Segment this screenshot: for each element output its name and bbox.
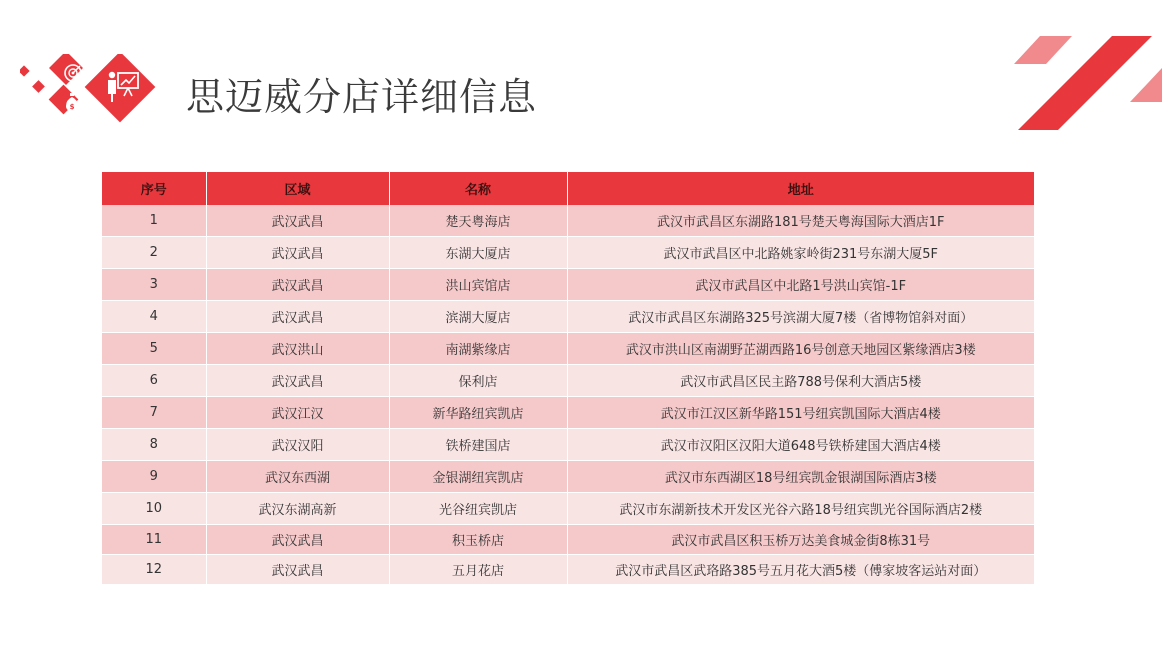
cell-area: 武汉江汉: [206, 397, 389, 429]
cell-index: 11: [102, 525, 206, 555]
header-name: 名称: [389, 172, 567, 205]
cell-address: 武汉市洪山区南湖野芷湖西路16号创意天地园区紫缘酒店3楼: [567, 333, 1034, 365]
cell-address: 武汉市武昌区民主路788号保利大酒店5楼: [567, 365, 1034, 397]
store-table: [102, 172, 1034, 585]
cell-name: 铁桥建国店: [389, 429, 567, 461]
cell-area: 武汉东西湖: [206, 461, 389, 493]
logo-diamonds: [20, 54, 162, 130]
table-row: [102, 205, 1034, 237]
cell-name: 东湖大厦店: [389, 237, 567, 269]
table-row: [102, 555, 1034, 585]
header-index: 序号: [102, 172, 206, 205]
cell-index: 5: [102, 333, 206, 365]
cell-index: 10: [102, 493, 206, 525]
header-area: 区域: [206, 172, 389, 205]
cell-index: 7: [102, 397, 206, 429]
cell-name: 光谷纽宾凯店: [389, 493, 567, 525]
cell-name: 洪山宾馆店: [389, 269, 567, 301]
cell-index: 6: [102, 365, 206, 397]
cell-name: 新华路纽宾凯店: [389, 397, 567, 429]
cell-address: 武汉市汉阳区汉阳大道648号铁桥建国大酒店4楼: [567, 429, 1034, 461]
cell-area: 武汉武昌: [206, 525, 389, 555]
cell-area: 武汉武昌: [206, 301, 389, 333]
cell-address: 武汉市武昌区中北路1号洪山宾馆-1F: [567, 269, 1034, 301]
cell-address: 武汉市武昌区武珞路385号五月花大酒5楼（傅家坡客运站对面）: [567, 555, 1034, 585]
table-row: [102, 429, 1034, 461]
table-row: [102, 461, 1034, 493]
table-row: [102, 333, 1034, 365]
cell-index: 4: [102, 301, 206, 333]
cell-area: 武汉武昌: [206, 205, 389, 237]
cell-area: 武汉武昌: [206, 269, 389, 301]
cell-area: 武汉武昌: [206, 237, 389, 269]
cell-name: 金银湖纽宾凯店: [389, 461, 567, 493]
cell-index: 12: [102, 555, 206, 585]
table-row: [102, 525, 1034, 555]
cell-index: 2: [102, 237, 206, 269]
table-row: [102, 365, 1034, 397]
cell-address: 武汉市东西湖区18号纽宾凯金银湖国际酒店3楼: [567, 461, 1034, 493]
cell-address: 武汉市江汉区新华路151号纽宾凯国际大酒店4楼: [567, 397, 1034, 429]
cell-name: 积玉桥店: [389, 525, 567, 555]
table-row: [102, 269, 1034, 301]
cell-index: 3: [102, 269, 206, 301]
cell-name: 保利店: [389, 365, 567, 397]
cell-area: 武汉洪山: [206, 333, 389, 365]
cell-area: 武汉武昌: [206, 555, 389, 585]
cell-area: 武汉武昌: [206, 365, 389, 397]
cell-name: 楚天粤海店: [389, 205, 567, 237]
cell-area: 武汉东湖高新: [206, 493, 389, 525]
corner-stripes: [1010, 30, 1162, 135]
cell-area: 武汉汉阳: [206, 429, 389, 461]
cell-address: 武汉市武昌区中北路姚家岭街231号东湖大厦5F: [567, 237, 1034, 269]
cell-address: 武汉市武昌区东湖路325号滨湖大厦7楼（省博物馆斜对面）: [567, 301, 1034, 333]
cell-address: 武汉市武昌区东湖路181号楚天粤海国际大酒店1F: [567, 205, 1034, 237]
page-title: 思迈威分店详细信息: [186, 75, 538, 119]
cell-name: 南湖紫缘店: [389, 333, 567, 365]
cell-index: 1: [102, 205, 206, 237]
table-row: [102, 397, 1034, 429]
cell-name: 五月花店: [389, 555, 567, 585]
cell-index: 8: [102, 429, 206, 461]
svg-text:$: $: [69, 103, 75, 111]
table-header-row: [102, 172, 1034, 205]
table-row: [102, 237, 1034, 269]
cell-address: 武汉市武昌区积玉桥万达美食城金街8栋31号: [567, 525, 1034, 555]
table-row: [102, 493, 1034, 525]
cell-name: 滨湖大厦店: [389, 301, 567, 333]
cell-index: 9: [102, 461, 206, 493]
cell-address: 武汉市东湖新技术开发区光谷六路18号纽宾凯光谷国际酒店2楼: [567, 493, 1034, 525]
table-row: [102, 301, 1034, 333]
header-address: 地址: [567, 172, 1034, 205]
